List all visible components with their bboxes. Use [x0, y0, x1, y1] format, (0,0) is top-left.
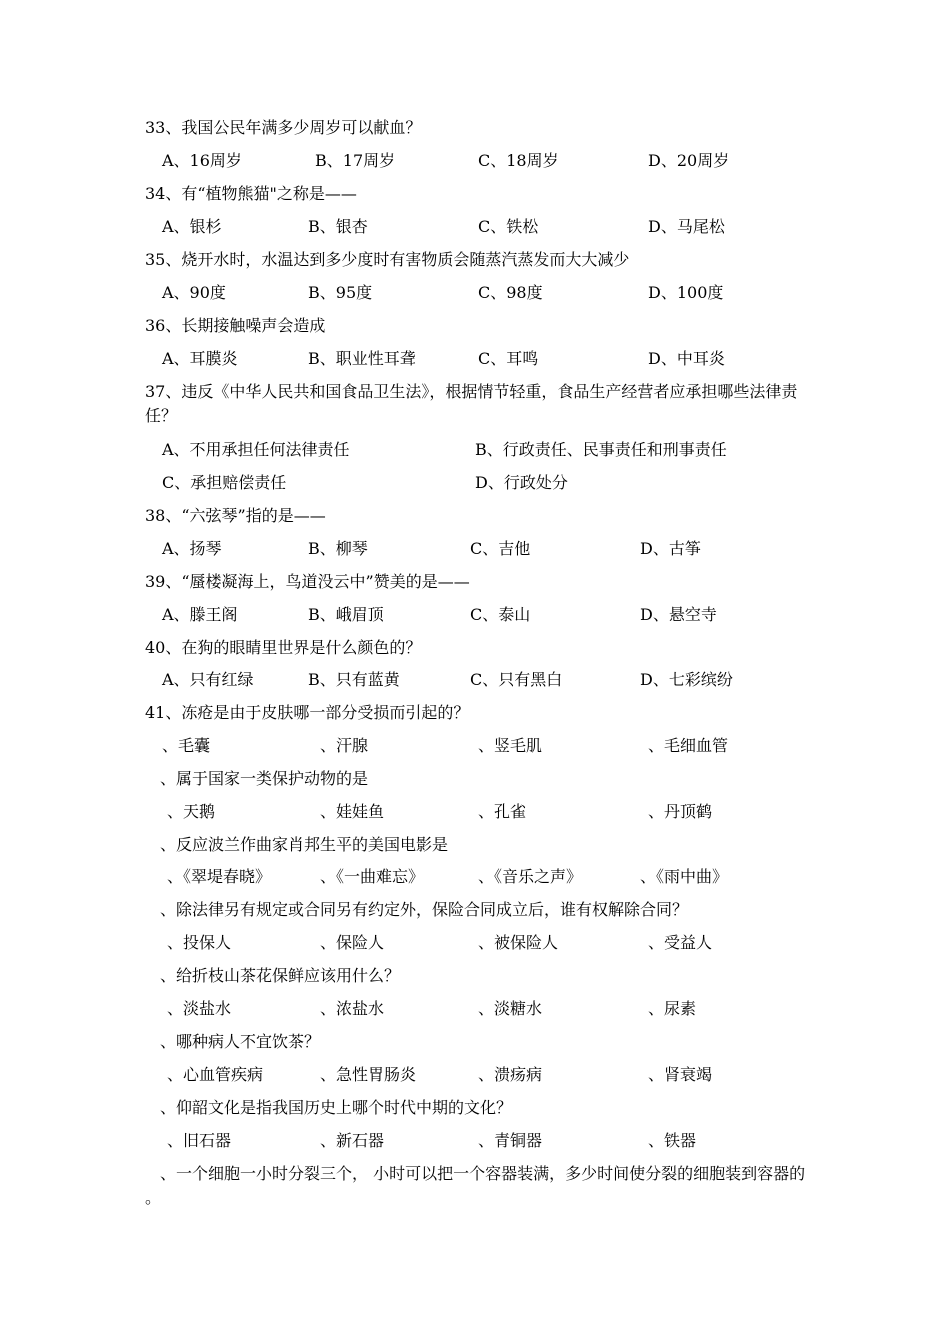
option-b: B、95度: [308, 283, 373, 302]
options-35: [0, 281, 950, 305]
option-c: 、溃疡病: [478, 1065, 543, 1084]
option-b: B、行政责任、民事责任和刑事责任: [475, 440, 727, 459]
question-33: 33、我国公民年满多少周岁可以献血？: [145, 118, 422, 137]
option-d: D、马尾松: [648, 217, 725, 236]
options-42: [0, 800, 950, 824]
option-d: D、20周岁: [648, 151, 730, 170]
question-48: 、一个细胞一小时分裂三个， 小时可以把一个容器装满，多少时间使分裂的细胞装到容器的 。: [145, 1164, 806, 1207]
options-39: [0, 603, 950, 627]
option-d: 、铁器: [648, 1131, 697, 1150]
options-46: [0, 1063, 950, 1087]
option-b: 、新石器: [320, 1131, 385, 1150]
option-b: 、娃娃鱼: [320, 802, 385, 821]
option-c: C、耳鸣: [478, 349, 539, 368]
option-a: A、90度: [162, 283, 226, 302]
options-43: [0, 865, 950, 889]
question-44: 、除法律另有规定或合同另有约定外，保险合同成立后，谁有权解除合同？: [160, 900, 689, 919]
option-d: 、受益人: [648, 933, 713, 952]
options-33: [0, 149, 950, 173]
option-a: 、天鹅: [167, 802, 216, 821]
option-b: 、浓盐水: [320, 999, 385, 1018]
question-45: 、给折枝山茶花保鲜应该用什么？: [160, 966, 401, 985]
option-a: A、只有红绿: [162, 670, 254, 689]
option-d: D、中耳炎: [648, 349, 725, 368]
option-c: 、被保险人: [478, 933, 559, 952]
option-c: C、铁松: [478, 217, 539, 236]
option-d: D、行政处分: [475, 473, 568, 492]
option-c: C、只有黑白: [470, 670, 563, 689]
option-b: 、保险人: [320, 933, 385, 952]
option-b: B、银杏: [308, 217, 368, 236]
option-c: C、泰山: [470, 605, 531, 624]
option-b: 、《一曲难忘》: [320, 867, 425, 886]
question-37: 37、违反《中华人民共和国食品卫生法》，根据情节轻重，食品生产经营者应承担哪些法律责任？: [145, 382, 798, 425]
question-34: 34、有“植物熊猫"之称是——: [145, 184, 357, 203]
option-a: 、心血管疾病: [167, 1065, 264, 1084]
question-38: 38、“六弦琴”指的是——: [145, 506, 326, 525]
option-c: 、孔雀: [478, 802, 527, 821]
option-a: 、淡盐水: [167, 999, 232, 1018]
question-40: 40、在狗的眼睛里世界是什么颜色的？: [145, 638, 422, 657]
option-a: A、16周岁: [162, 151, 242, 170]
option-b: B、只有蓝黄: [308, 670, 400, 689]
option-a: 、毛囊: [162, 736, 211, 755]
option-a: A、扬琴: [162, 539, 222, 558]
option-b: B、17周岁: [315, 151, 396, 170]
option-a: 、《翠堤春晓》: [167, 867, 272, 886]
option-c: C、18周岁: [478, 151, 559, 170]
question-36: 36、长期接触噪声会造成: [145, 316, 326, 335]
option-c: 、青铜器: [478, 1131, 543, 1150]
question-42: 、属于国家一类保护动物的是: [160, 769, 369, 788]
option-c: 、竖毛肌: [478, 736, 543, 755]
option-c: 、淡糖水: [478, 999, 543, 1018]
option-c: C、98度: [478, 283, 543, 302]
question-47: 、仰韶文化是指我国历史上哪个时代中期的文化？: [160, 1098, 513, 1117]
option-d: 、尿素: [648, 999, 697, 1018]
option-c: C、承担赔偿责任: [162, 473, 287, 492]
options-37-row1: [0, 438, 950, 462]
options-36: [0, 347, 950, 371]
question-46: 、哪种病人不宜饮茶？: [160, 1032, 321, 1051]
question-39: 39、“蜃楼凝海上，鸟道没云中”赞美的是——: [145, 572, 470, 591]
options-37-row2: [0, 471, 950, 495]
option-a: A、滕王阁: [162, 605, 238, 624]
option-b: 、急性胃肠炎: [320, 1065, 417, 1084]
option-d: D、七彩缤纷: [640, 670, 733, 689]
options-40: [0, 668, 950, 692]
options-47: [0, 1129, 950, 1153]
options-44: [0, 931, 950, 955]
option-b: B、峨眉顶: [308, 605, 384, 624]
option-c: C、吉他: [470, 539, 531, 558]
options-34: [0, 215, 950, 239]
option-b: B、职业性耳聋: [308, 349, 416, 368]
option-d: D、古筝: [640, 539, 701, 558]
option-a: 、投保人: [167, 933, 232, 952]
option-b: 、汗腺: [320, 736, 369, 755]
option-d: 、《雨中曲》: [640, 867, 729, 886]
option-d: 、毛细血管: [648, 736, 729, 755]
option-d: D、悬空寺: [640, 605, 717, 624]
options-45: [0, 997, 950, 1021]
question-43: 、反应波兰作曲家肖邦生平的美国电影是: [160, 835, 449, 854]
option-b: B、柳琴: [308, 539, 368, 558]
options-38: [0, 537, 950, 561]
option-a: A、银杉: [162, 217, 222, 236]
question-35: 35、烧开水时，水温达到多少度时有害物质会随蒸汽蒸发而大大减少: [145, 250, 630, 269]
option-a: A、耳膜炎: [162, 349, 238, 368]
question-41: 41、冻疮是由于皮肤哪一部分受损而引起的？: [145, 703, 470, 722]
option-d: 、肾衰竭: [648, 1065, 713, 1084]
option-a: 、旧石器: [167, 1131, 232, 1150]
option-c: 、《音乐之声》: [478, 867, 583, 886]
option-d: 、丹顶鹤: [648, 802, 713, 821]
option-d: D、100度: [648, 283, 724, 302]
option-a: A、不用承担任何法律责任: [162, 440, 350, 459]
options-41: [0, 734, 950, 758]
